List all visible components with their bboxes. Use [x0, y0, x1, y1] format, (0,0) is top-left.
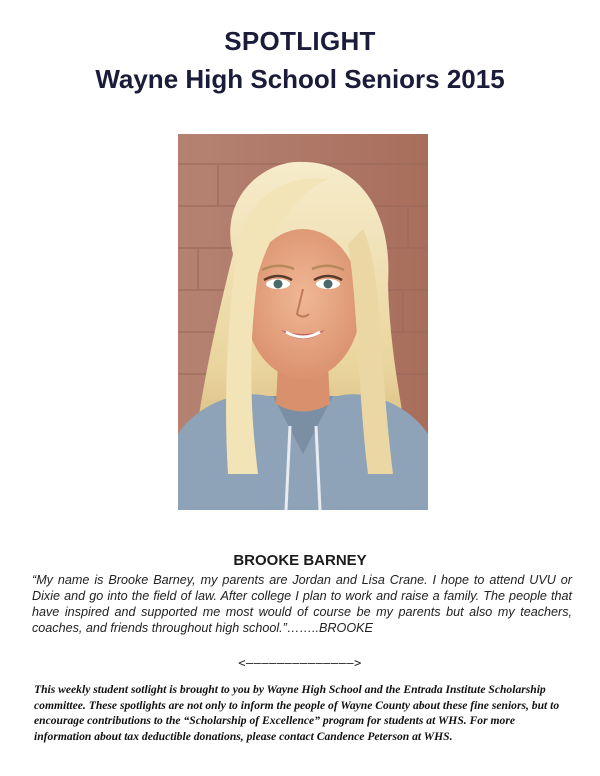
page-title: SPOTLIGHT [224, 26, 376, 56]
student-photo-image [178, 134, 428, 510]
student-photo [178, 134, 428, 510]
student-name: BROOKE BARNEY [233, 552, 367, 569]
student-quote: “My name is Brooke Barney, my parents are Jordan and Lisa Crane. I hope to attend UVU or Dixie and go into the field of law. After college I plan to work and raise a family. The people that have inspired and supported me most would of course be my parents but also my teachers, coaches, and friends throughout high school.”……..BROOKE [32, 573, 572, 635]
section-divider: <––––––––––––––> [238, 656, 362, 670]
footer-note: This weekly student sotlight is brought to you by Wayne High School and the Entrada Institute Scholarship committee. These spotlights are not only to inform the people of Wayne County about these fine seniors, but to encourage contributions to the “Scholarship of Excellence” program for students at WHS. For more information about tax deductible donations, please contact Candence Peterson at WHS. [34, 683, 560, 743]
page-subtitle: Wayne High School Seniors 2015 [95, 64, 505, 94]
